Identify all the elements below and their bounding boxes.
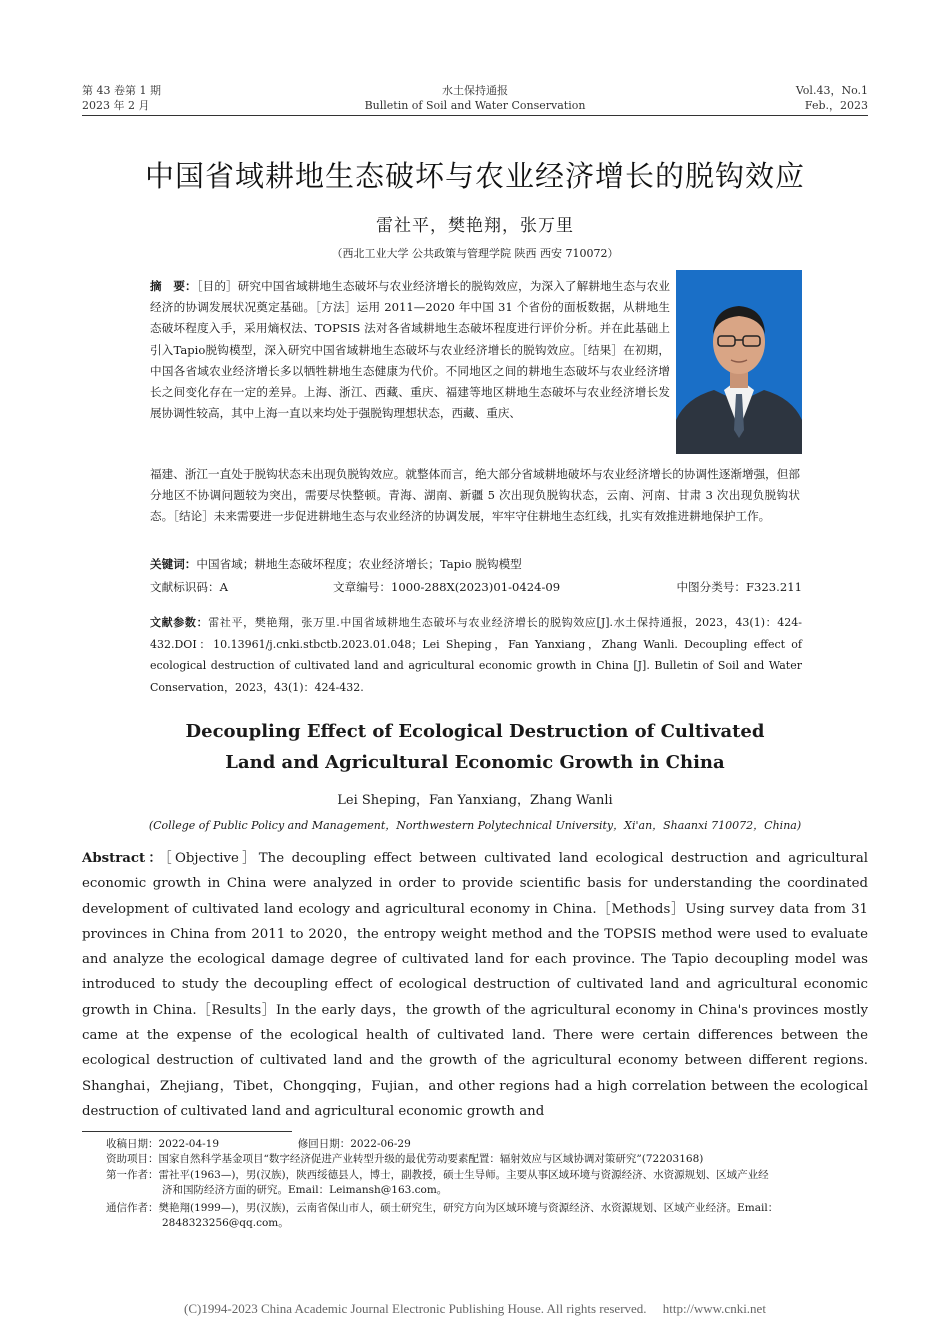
abstract-cn-label: 摘 要：: [150, 279, 197, 293]
received-date: 2022-04-19: [158, 1138, 220, 1150]
citation-label: 文献参数：: [150, 616, 209, 629]
revised-label: 修回日期：: [297, 1138, 351, 1150]
authors-en: Lei Sheping，Fan Yanxiang，Zhang Wanli: [337, 793, 613, 808]
authors-cn: 雷社平，樊艳翔，张万里: [376, 216, 574, 236]
footnote-rule: [82, 1131, 292, 1132]
journal-date: 2023 年 2 月: [82, 99, 150, 112]
title-en-line2: Land and Agricultural Economic Growth in China: [225, 752, 725, 773]
footnote-corr-author: [106, 1201, 868, 1231]
corr-author-line1: 樊艳翔(1999—)，男(汉族)，云南省保山市人，硕士研究生，研究方向为区域环境与资源经济、水资源规划、区域产业经济。Email：: [158, 1202, 779, 1214]
corr-author-label: 通信作者：: [106, 1202, 159, 1214]
keywords: [150, 554, 802, 574]
corr-author-line2: 2848323256@qq.com。: [162, 1217, 289, 1229]
citation-reference: [150, 612, 802, 698]
header-rule: [82, 115, 868, 116]
journal-volume-en: Vol.43，No.1: [795, 84, 868, 97]
author-portrait-icon: [676, 270, 802, 454]
revised-date: 2022-06-29: [350, 1138, 411, 1150]
footnote-dates: [106, 1137, 868, 1152]
header-left: [82, 83, 161, 113]
journal-name-en: Bulletin of Soil and Water Conservation: [364, 99, 586, 112]
footnote-first-author: [106, 1168, 868, 1198]
received-label: 收稿日期：: [106, 1138, 159, 1150]
journal-name-cn: 水土保持通报: [442, 84, 508, 97]
author-photo: [676, 270, 802, 454]
funding-label: 资助项目：: [106, 1153, 159, 1165]
clc-number: 中图分类号：F323.211: [676, 580, 802, 594]
article-number: 文章编号：1000-288X(2023)01-0424-09: [333, 580, 561, 594]
abstract-en-text: ［Objective］The decoupling effect between cultivated land ecological destruction and agricultural economic growth in China were analyzed in order to provide scientific basis for understanding the coordinated development of cultivated land ecology and agricultural economy in China.［Methods］Using survey data from 31 provinces in China from 2011 to 2020，the entropy weight method and the TOPSIS method were used to evaluate and analyze the ecological damage degree of cultivated land for each province. The Tapio decoupling model was introduced to study the decoupling effect of ecological destruction of cultivated land and agricultural economic growth in China.［Results］In the early days，the growth of the agricultural economy in China's provinces mostly came at the expense of the ecological health of cultivated land. There were certain differences between the ecological destruction of cultivated land and the growth of the agricultural economy between different regions. Shanghai，Zhejiang，Tibet，Chongqing，Fujian，and other regions had a high correlation between the ecological destruction of cultivated land and agricultural economic growth and: [82, 851, 868, 1119]
abstract-cn-part1: [150, 276, 670, 424]
funding-text: 国家自然科学基金项目“数字经济促进产业转型升级的最优劳动要素配置：辐射效应与区域协调对策研究”(72203168): [158, 1153, 704, 1165]
copyright-line: (C)1994-2023 China Academic Journal Electronic Publishing House. All rights reserved. http://www.cnki.net: [184, 1301, 766, 1316]
header-right: [668, 83, 868, 113]
journal-volume: 第 43 卷第 1 期: [82, 84, 161, 97]
doc-code: 文献标识码：A: [150, 580, 228, 594]
page-title-en: [82, 716, 868, 778]
affiliation-en: (College of Public Policy and Management，Northwestern Polytechnical University，Xi'an，Shaanxi 710072，China): [148, 819, 802, 832]
footnote-funding: [106, 1152, 868, 1167]
header-center: [275, 83, 675, 113]
keywords-label: 关键词：: [150, 557, 197, 571]
first-author-line1: 雷社平(1963—)，男(汉族)，陕西绥德县人，博士，副教授，硕士生导师。主要从事区域环境与资源经济、水资源规划、区域产业经: [158, 1169, 769, 1181]
first-author-line2: 济和国防经济方面的研究。Email：Leimansh@163.com。: [162, 1184, 448, 1196]
title-en-line1: Decoupling Effect of Ecological Destruction of Cultivated: [185, 721, 765, 742]
affiliation-cn: （西北工业大学 公共政策与管理学院 陕西 西安 710072）: [331, 247, 619, 260]
abstract-cn-part2: 福建、浙江一直处于脱钩状态未出现负脱钩效应。就整体而言，绝大部分省域耕地破坏与农业经济增长的协调性逐渐增强，但部分地区不协调问题较为突出，需要尽快整顿。青海、湖南、新疆 5 次出现负脱钩状态，云南、河南、甘肃 3 次出现负脱钩状态。［结论］未来需要进一步促进耕地生态与农业经济的协调发展，牢牢守住耕地生态红线，扎实有效推进耕地保护工作。: [150, 467, 800, 524]
abstract-en-label: Abstract：: [82, 851, 166, 866]
first-author-label: 第一作者：: [106, 1169, 159, 1181]
journal-date-en: Feb.，2023: [804, 99, 868, 112]
abstract-en: [82, 846, 868, 1124]
abstract-cn-text1: ［目的］研究中国省域耕地生态破坏与农业经济增长的脱钩效应，为深入了解耕地生态与农业经济的协调发展状况奠定基础。［方法］运用 2011—2020 年中国 31 个省份的面板数据，从耕地生态破坏程度入手，采用熵权法、TOPSIS 法对各省域耕地生态破坏程度进行评价分析。并在此基础上引入Tapio脱钩模型，深入研究中国省域耕地生态破坏与农业经济增长的脱钩效应。［结果］在初期，中国各省域农业经济增长多以牺牲耕地生态健康为代价。不同地区之间的耕地生态破坏与农业经济增长之间变化存在一定的差异。上海、浙江、西藏、重庆、福建等地区耕地生态破坏与农业经济增长发展协调性较高，其中上海一直以来均处于强脱钩理想状态，西藏、重庆、: [150, 279, 670, 421]
page-title-cn: 中国省域耕地生态破坏与农业经济增长的脱钩效应: [144, 159, 805, 193]
citation-text: 雷社平，樊艳翔，张万里.中国省域耕地生态破坏与农业经济增长的脱钩效应[J].水土保持通报，2023，43(1)：424-432.DOI：10.13961/j.cnki.stbctb.2023.01.048；Lei Sheping，Fan Yanxiang，Zhang Wanli. Decoupling effect of ecological destruction of cultivated land and agricultural economic growth in China [J]. Bulletin of Soil and Water Conservation，2023，43(1)：424-432.: [150, 616, 802, 694]
keywords-text: 中国省域；耕地生态破坏程度；农业经济增长；Tapio 脱钩模型: [196, 557, 522, 571]
